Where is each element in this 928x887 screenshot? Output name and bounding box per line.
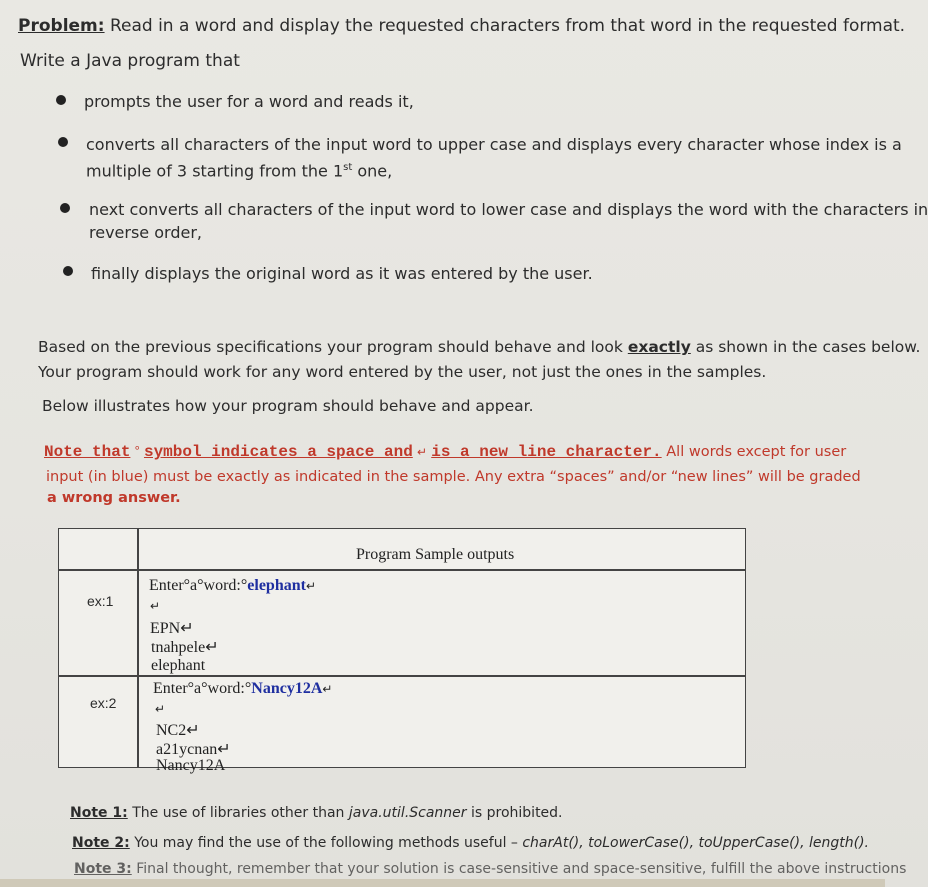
- problem-statement: [18, 16, 905, 36]
- spec-line-3: Below illustrates how your program should behave and appear.: [42, 397, 534, 415]
- note-2-label: Note 2:: [72, 835, 130, 851]
- newline-symbol: ↵: [416, 445, 428, 459]
- note-1-label: Note 1:: [70, 805, 128, 821]
- example-1-original: elephant: [151, 657, 206, 674]
- sample-output-table: [58, 528, 746, 774]
- table-header-divider: [59, 569, 745, 571]
- note-1-text: The use of libraries other than: [127, 805, 349, 821]
- example-2-upper: NC2↵: [156, 722, 200, 739]
- note-2-emphasis: charAt(), toLowerCase(), toUpperCase(), length().: [522, 835, 870, 851]
- bullet-2-line2-text: multiple of 3 starting from the 1: [86, 161, 344, 181]
- newline-symbol: ↵: [305, 579, 317, 593]
- spec-line-2: Your program should work for any word entered by the user, not just the ones in the samples.: [38, 363, 767, 381]
- bullet-2-line2-end: one,: [352, 161, 393, 181]
- note-mono-b: symbol indicates a space and: [143, 443, 413, 461]
- bullet-2-line2: [86, 156, 392, 183]
- bullet-dot: [63, 266, 73, 276]
- bullet-1-text: prompts the user for a word and reads it,: [84, 92, 414, 111]
- example-2-label: ex:2: [90, 695, 117, 711]
- example-1-label: ex:1: [87, 593, 114, 609]
- note-mono-a: Note that: [44, 443, 131, 461]
- note-2-text: You may find the use of the following methods useful –: [129, 835, 523, 851]
- example-1-reversed: tnahpele↵: [151, 639, 219, 656]
- note-line-3: a wrong answer.: [47, 490, 181, 506]
- bullet-dot: [60, 203, 70, 213]
- spec-line-1-pre: Based on the previous specifications your program should behave and look: [38, 338, 628, 356]
- example-1-input: elephant: [247, 577, 306, 594]
- example-1-blank-line: ↵: [150, 599, 161, 613]
- problem-label: Problem:: [18, 16, 105, 36]
- table-row-divider: [59, 675, 745, 677]
- bullet-4-text: finally displays the original word as it was entered by the user.: [91, 264, 593, 283]
- spec-line-1-post: as shown in the cases below.: [690, 338, 921, 356]
- table-header: Program Sample outputs: [356, 546, 515, 563]
- note-3: [74, 861, 906, 877]
- example-2-original: Nancy12A: [156, 757, 226, 774]
- note-line-2: input (in blue) must be exactly as indicated in the sample. Any extra “spaces” and/or “new lines” will be graded: [46, 469, 861, 485]
- bullet-3-line2: reverse order,: [89, 223, 202, 242]
- example-1-upper: EPN↵: [150, 620, 194, 637]
- note-1: [70, 805, 563, 821]
- bullet-dot: [56, 95, 66, 105]
- note-line-1: [44, 443, 846, 461]
- bullet-2-line1: converts all characters of the input word to upper case and displays every character whose index is a: [86, 135, 902, 154]
- note-1-emphasis: java.util.Scanner: [348, 805, 467, 821]
- space-symbol: °: [134, 443, 140, 458]
- intro-text: Write a Java program that: [20, 51, 240, 71]
- bullet-2-sup: st: [343, 162, 353, 173]
- example-2-prompt: Enter°a°word:°: [153, 680, 252, 697]
- example-1-prompt: Enter°a°word:°: [149, 577, 248, 594]
- note-1-end: is prohibited.: [466, 805, 563, 821]
- note-rest-1: All words except for user: [661, 444, 847, 460]
- bullet-3-line1: next converts all characters of the input word to lower case and displays the word with the characters in: [89, 200, 928, 219]
- note-3-label: Note 3:: [74, 861, 132, 877]
- spec-emphasis: exactly: [627, 338, 691, 356]
- newline-symbol: ↵: [322, 682, 333, 696]
- example-2-blank-line: ↵: [155, 702, 166, 716]
- problem-text: Read in a word and display the requested characters from that word in the requested format.: [104, 16, 906, 36]
- note-2: [72, 835, 869, 851]
- example-1-prompt-line: [149, 577, 316, 595]
- example-2-reversed: a21ycnan↵: [156, 741, 231, 758]
- example-2-prompt-line: [153, 680, 332, 698]
- table-col-divider: [137, 529, 139, 767]
- note-3-text: Final thought, remember that your solution is case-sensitive and space-sensitive, fulfill the above instructions: [131, 861, 907, 877]
- bullet-dot: [58, 137, 68, 147]
- note-mono-c: is a new line character.: [431, 443, 662, 461]
- spec-line-1: [38, 338, 920, 356]
- screen-bottom-edge: [0, 879, 885, 887]
- example-2-input: Nancy12A: [251, 680, 323, 697]
